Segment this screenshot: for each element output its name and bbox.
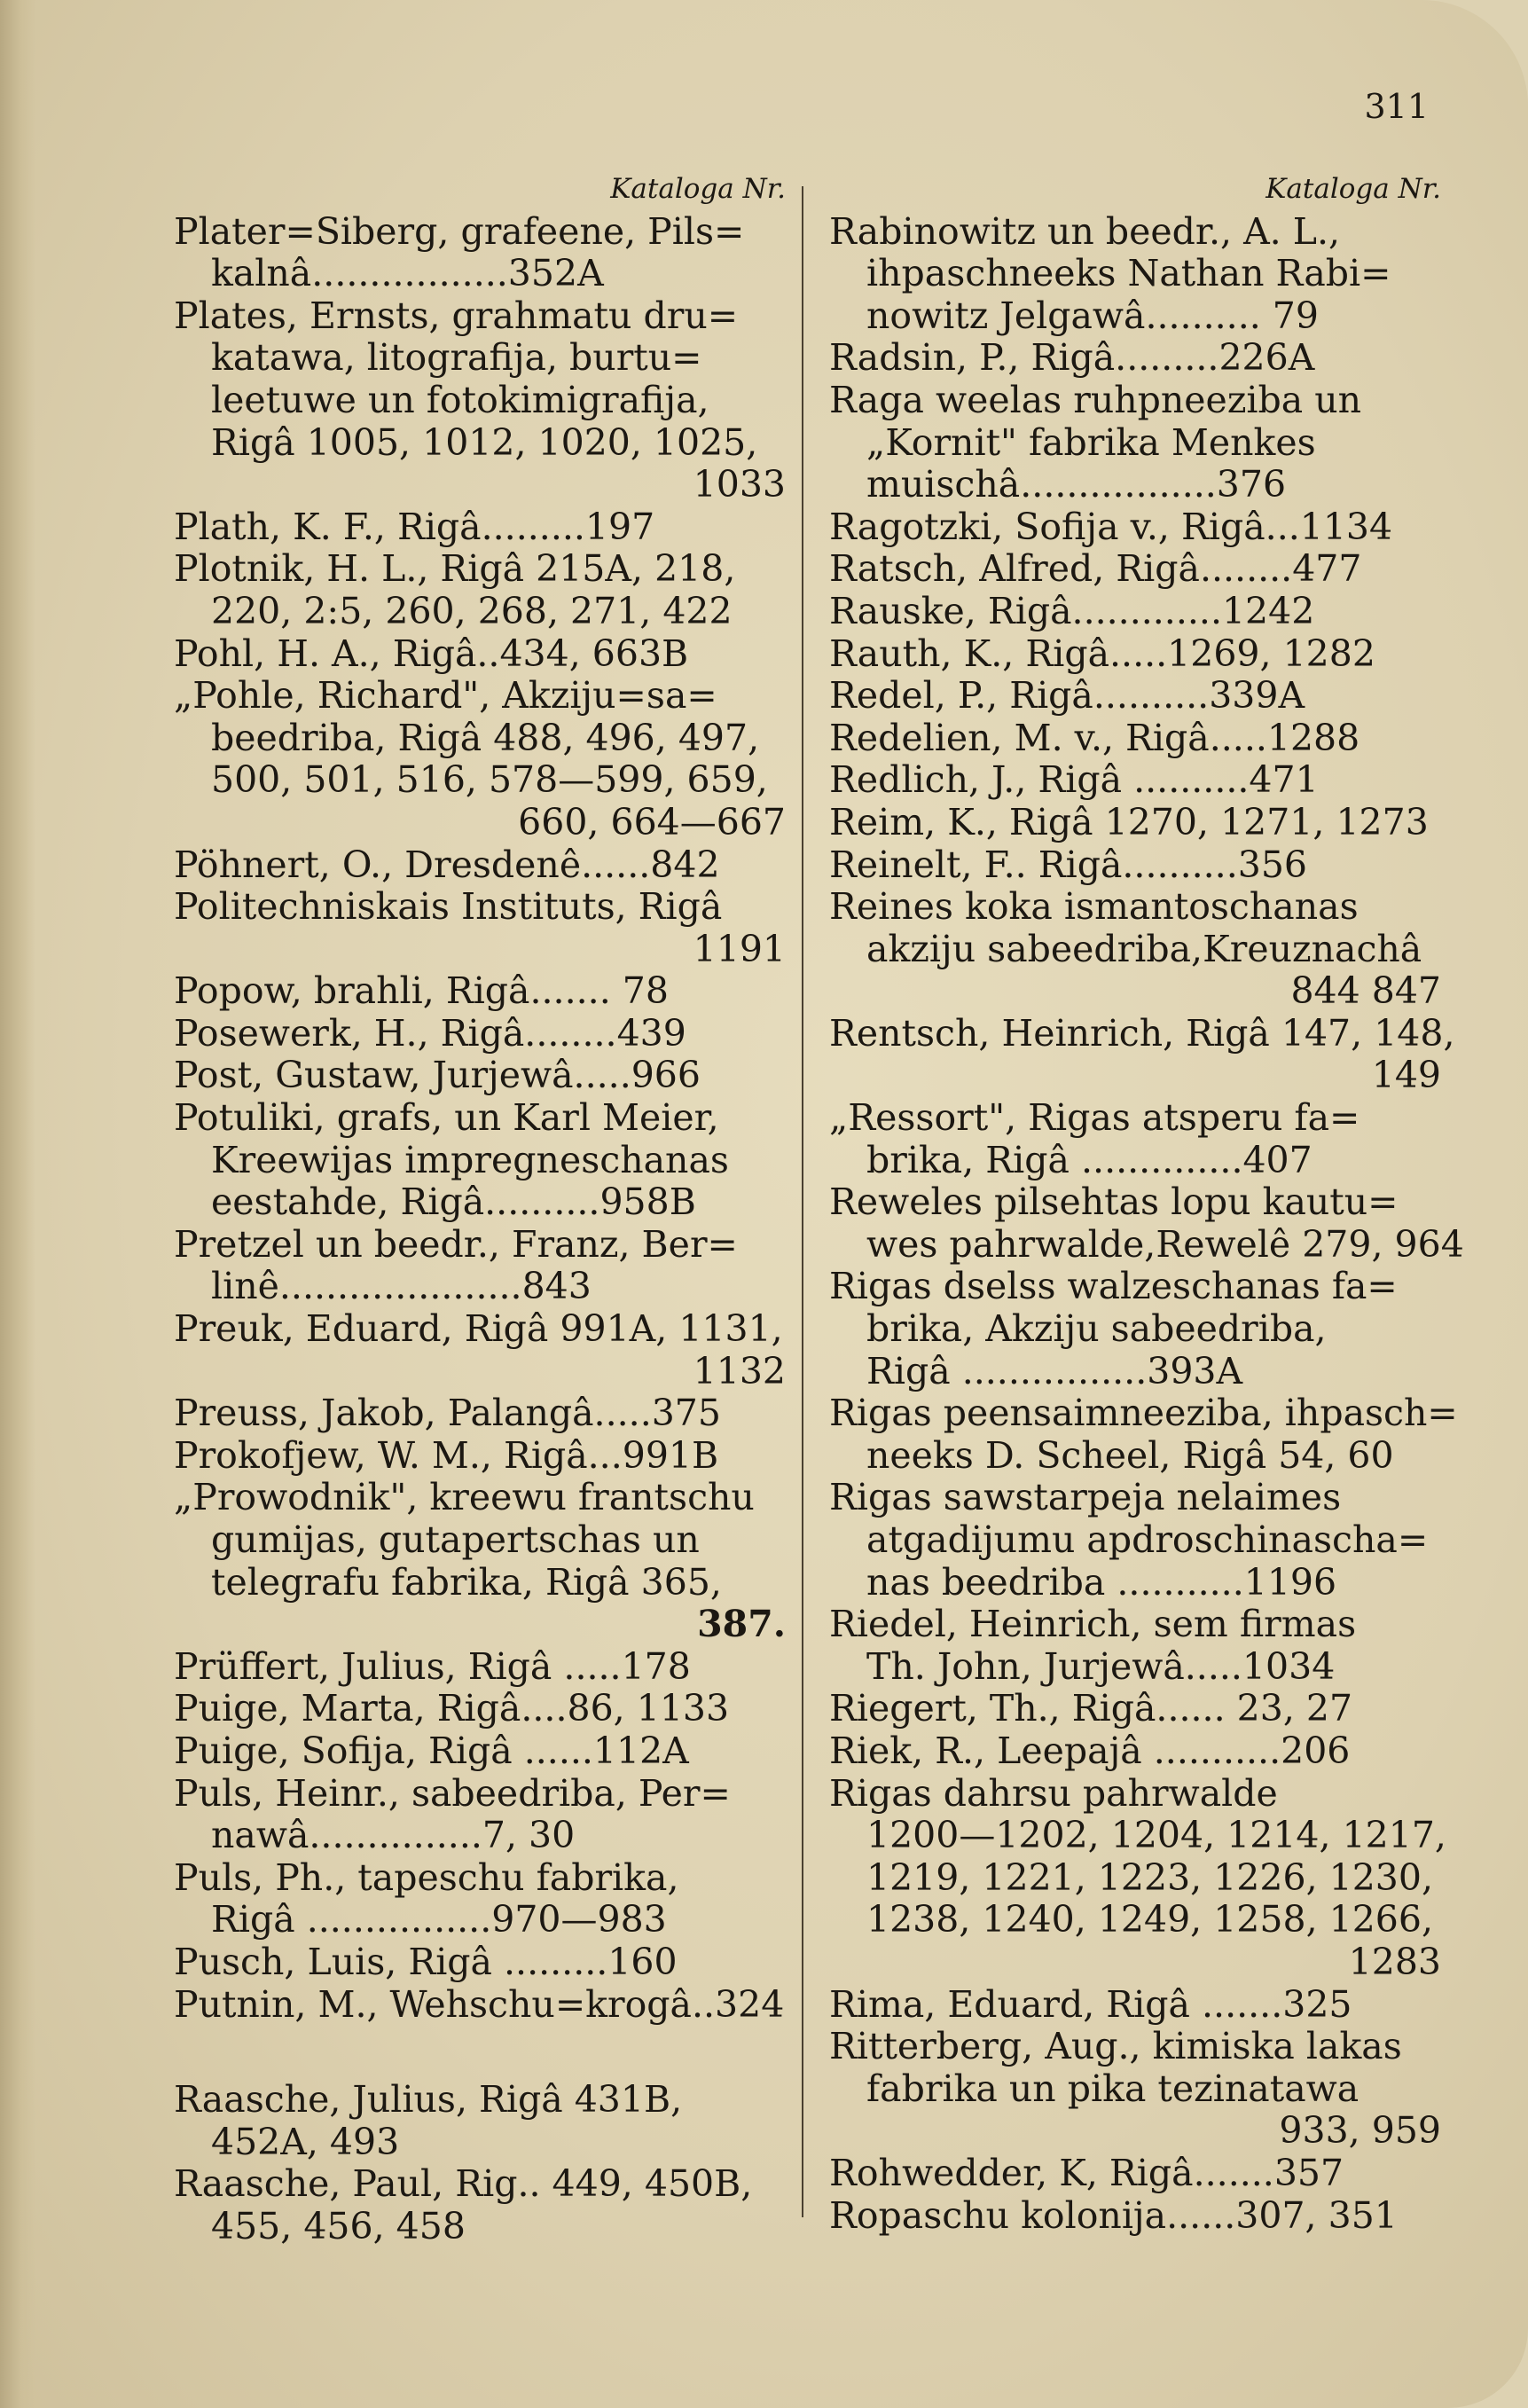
index-line: 1238, 1240, 1249, 1258, 1266, xyxy=(866,1898,1434,1941)
index-line: 933, 959 xyxy=(1279,2109,1441,2153)
index-line: muischâ.................376 xyxy=(866,463,1287,506)
index-line: Preuk, Eduard, Rigâ 991A, 1131, xyxy=(174,1307,783,1351)
index-line: Rigas dselss walzeschanas fa= xyxy=(829,1265,1398,1308)
index-line: Reweles pilsehtas lopu kautu= xyxy=(829,1180,1399,1224)
index-line: Rigâ ................393A xyxy=(866,1349,1243,1392)
index-line: Post, Gustaw, Jurjewâ.....966 xyxy=(174,1054,701,1097)
index-line: 1283 xyxy=(1348,1940,1441,1983)
index-line: Riedel, Heinrich, sem firmas xyxy=(829,1603,1357,1646)
index-line: Riegert, Th., Rigâ...... 23, 27 xyxy=(829,1687,1353,1730)
index-line: Redel, P., Rigâ..........339A xyxy=(829,674,1305,718)
index-line: Rauth, K., Rigâ.....1269, 1282 xyxy=(829,631,1375,675)
index-line: wes pahrwalde,Rewelê 279, 964 xyxy=(866,1222,1464,1266)
right-column xyxy=(829,169,1464,2237)
index-line: 1191 xyxy=(693,927,786,970)
right-column-header: Kataloga Nr. xyxy=(1265,173,1441,205)
page-spine-shadow xyxy=(0,0,35,2408)
index-line: fabrika un pika tezinatawa xyxy=(866,2067,1360,2110)
index-line: Ragotzki, Sofija v., Rigâ...1134 xyxy=(829,505,1393,548)
index-line: Reines koka ismantoschanas xyxy=(829,885,1359,929)
index-line: 149 xyxy=(1371,1054,1441,1097)
index-line: Redlich, J., Rigâ ..........471 xyxy=(829,758,1319,802)
index-line: 1219, 1221, 1223, 1226, 1230, xyxy=(866,1855,1434,1899)
index-line: Rigâ 1005, 1012, 1020, 1025, xyxy=(211,420,758,464)
index-line: katawa, litografija, burtu= xyxy=(211,336,702,380)
index-line: Puige, Sofija, Rigâ ......112A xyxy=(174,1729,689,1772)
index-line: nawâ...............7, 30 xyxy=(211,1814,576,1857)
left-column-header: Kataloga Nr. xyxy=(610,173,786,205)
index-line: Popow, brahli, Rigâ....... 78 xyxy=(174,969,669,1013)
index-line: 500, 501, 516, 578—599, 659, xyxy=(211,758,768,802)
index-line: Reinelt, F.. Rigâ..........356 xyxy=(829,843,1307,886)
index-line: 844 847 xyxy=(1290,969,1441,1013)
index-line: linê.....................843 xyxy=(211,1265,592,1308)
index-line: nowitz Jelgawâ.......... 79 xyxy=(866,294,1319,337)
index-line: „Kornit" fabrika Menkes xyxy=(866,420,1316,464)
index-line: Rigas sawstarpeja nelaimes xyxy=(829,1476,1342,1519)
index-line: 1132 xyxy=(693,1349,786,1392)
index-line: Pohl, H. A., Rigâ..434, 663B xyxy=(174,631,689,675)
index-line: Preuss, Jakob, Palangâ.....375 xyxy=(174,1392,721,1435)
column-divider xyxy=(802,186,803,2217)
index-line: Rima, Eduard, Rigâ .......325 xyxy=(829,1982,1352,2026)
index-line: Rentsch, Heinrich, Rigâ 147, 148, xyxy=(829,1011,1455,1055)
index-line: Puls, Ph., tapeschu fabrika, xyxy=(174,1855,679,1899)
index-line: Raga weelas ruhpneeziba un xyxy=(829,378,1362,421)
index-line: 1033 xyxy=(693,463,786,506)
index-line: Rabinowitz un beedr., A. L., xyxy=(829,209,1341,253)
index-line: telegrafu fabrika, Rigâ 365, xyxy=(211,1560,722,1604)
index-line: ihpaschneeks Nathan Rabi= xyxy=(866,252,1391,295)
index-line: 1200—1202, 1204, 1214, 1217, xyxy=(866,1814,1446,1857)
index-line: Pusch, Luis, Rigâ .........160 xyxy=(174,1940,678,1983)
index-line: kalnâ.................352A xyxy=(211,252,604,295)
index-line: Th. John, Jurjewâ.....1034 xyxy=(866,1644,1336,1688)
page-number: 311 xyxy=(1364,87,1429,126)
index-line: Plates, Ernsts, grahmatu dru= xyxy=(174,294,739,337)
index-line: Rigas peensaimneeziba, ihpasch= xyxy=(829,1392,1458,1435)
index-line: Rauske, Rigâ.............1242 xyxy=(829,589,1315,632)
index-line: gumijas, gutapertschas un xyxy=(211,1518,700,1561)
index-line: Riek, R., Leepajâ ...........206 xyxy=(829,1729,1351,1772)
index-line: Raasche, Paul, Rig.. 449, 450B, xyxy=(174,2162,753,2206)
index-line: eestahde, Rigâ..........958B xyxy=(211,1180,696,1224)
section-gap xyxy=(174,2026,786,2079)
index-line: Kreewijas impregneschanas xyxy=(211,1138,729,1181)
index-line: Puls, Heinr., sabeedriba, Per= xyxy=(174,1771,731,1815)
index-line: 220, 2:5, 260, 268, 271, 422 xyxy=(211,589,733,632)
index-line: „Ressort", Rigas atsperu fa= xyxy=(829,1096,1360,1140)
index-line: Ratsch, Alfred, Rigâ........477 xyxy=(829,547,1362,591)
index-line: Puige, Marta, Rigâ....86, 1133 xyxy=(174,1687,730,1730)
index-line: Radsin, P., Rigâ.........226A xyxy=(829,336,1315,380)
index-line: Plater=Siberg, grafeene, Pils= xyxy=(174,209,745,253)
index-line: Raasche, Julius, Rigâ 431B, xyxy=(174,2078,683,2122)
index-line: beedriba, Rigâ 488, 496, 497, xyxy=(211,716,760,759)
index-line: Putnin, M., Wehschu=krogâ..324 xyxy=(174,1982,785,2026)
index-line: Ritterberg, Aug., kimiska lakas xyxy=(829,2025,1402,2068)
index-line: leetuwe un fotokimigrafija, xyxy=(211,378,709,421)
index-line: Pöhnert, O., Dresdenê......842 xyxy=(174,843,720,886)
index-line: brika, Rigâ ..............407 xyxy=(866,1138,1313,1181)
index-line: 660, 664—667 xyxy=(518,800,786,843)
index-line: Plotnik, H. L., Rigâ 215A, 218, xyxy=(174,547,736,591)
index-line: Plath, K. F., Rigâ.........197 xyxy=(174,505,655,548)
index-line: brika, Akziju sabeedriba, xyxy=(866,1307,1327,1351)
index-line: Reim, K., Rigâ 1270, 1271, 1273 xyxy=(829,800,1429,843)
index-line: atgadijumu apdroschinascha= xyxy=(866,1518,1429,1561)
index-line: nas beedriba ...........1196 xyxy=(866,1560,1337,1604)
index-line: 455, 456, 458 xyxy=(211,2204,466,2247)
index-line: Rohwedder, K, Rigâ.......357 xyxy=(829,2151,1344,2194)
index-line: neeks D. Scheel, Rigâ 54, 60 xyxy=(866,1433,1394,1477)
index-line: Posewerk, H., Rigâ........439 xyxy=(174,1011,686,1055)
index-line: 452A, 493 xyxy=(211,2120,400,2163)
index-line: Prüffert, Julius, Rigâ .....178 xyxy=(174,1644,691,1688)
index-line: Politechniskais Instituts, Rigâ xyxy=(174,885,723,929)
index-line: 387. xyxy=(697,1603,786,1646)
index-line: Redelien, M. v., Rigâ.....1288 xyxy=(829,716,1360,759)
left-column xyxy=(174,169,786,2248)
index-line: Ropaschu kolonija......307, 351 xyxy=(829,2193,1398,2237)
index-line: „Pohle, Richard", Akziju=sa= xyxy=(174,674,717,718)
index-line: Rigâ ................970—983 xyxy=(211,1898,667,1941)
index-line: akziju sabeedriba,Kreuznachâ xyxy=(866,927,1422,970)
index-line: Prokofjew, W. M., Rigâ...991B xyxy=(174,1433,719,1477)
index-line: Pretzel un beedr., Franz, Ber= xyxy=(174,1222,738,1266)
index-line: „Prowodnik", kreewu frantschu xyxy=(174,1476,755,1519)
index-line: Potuliki, grafs, un Karl Meier, xyxy=(174,1096,719,1140)
index-line: Rigas dahrsu pahrwalde xyxy=(829,1771,1278,1815)
